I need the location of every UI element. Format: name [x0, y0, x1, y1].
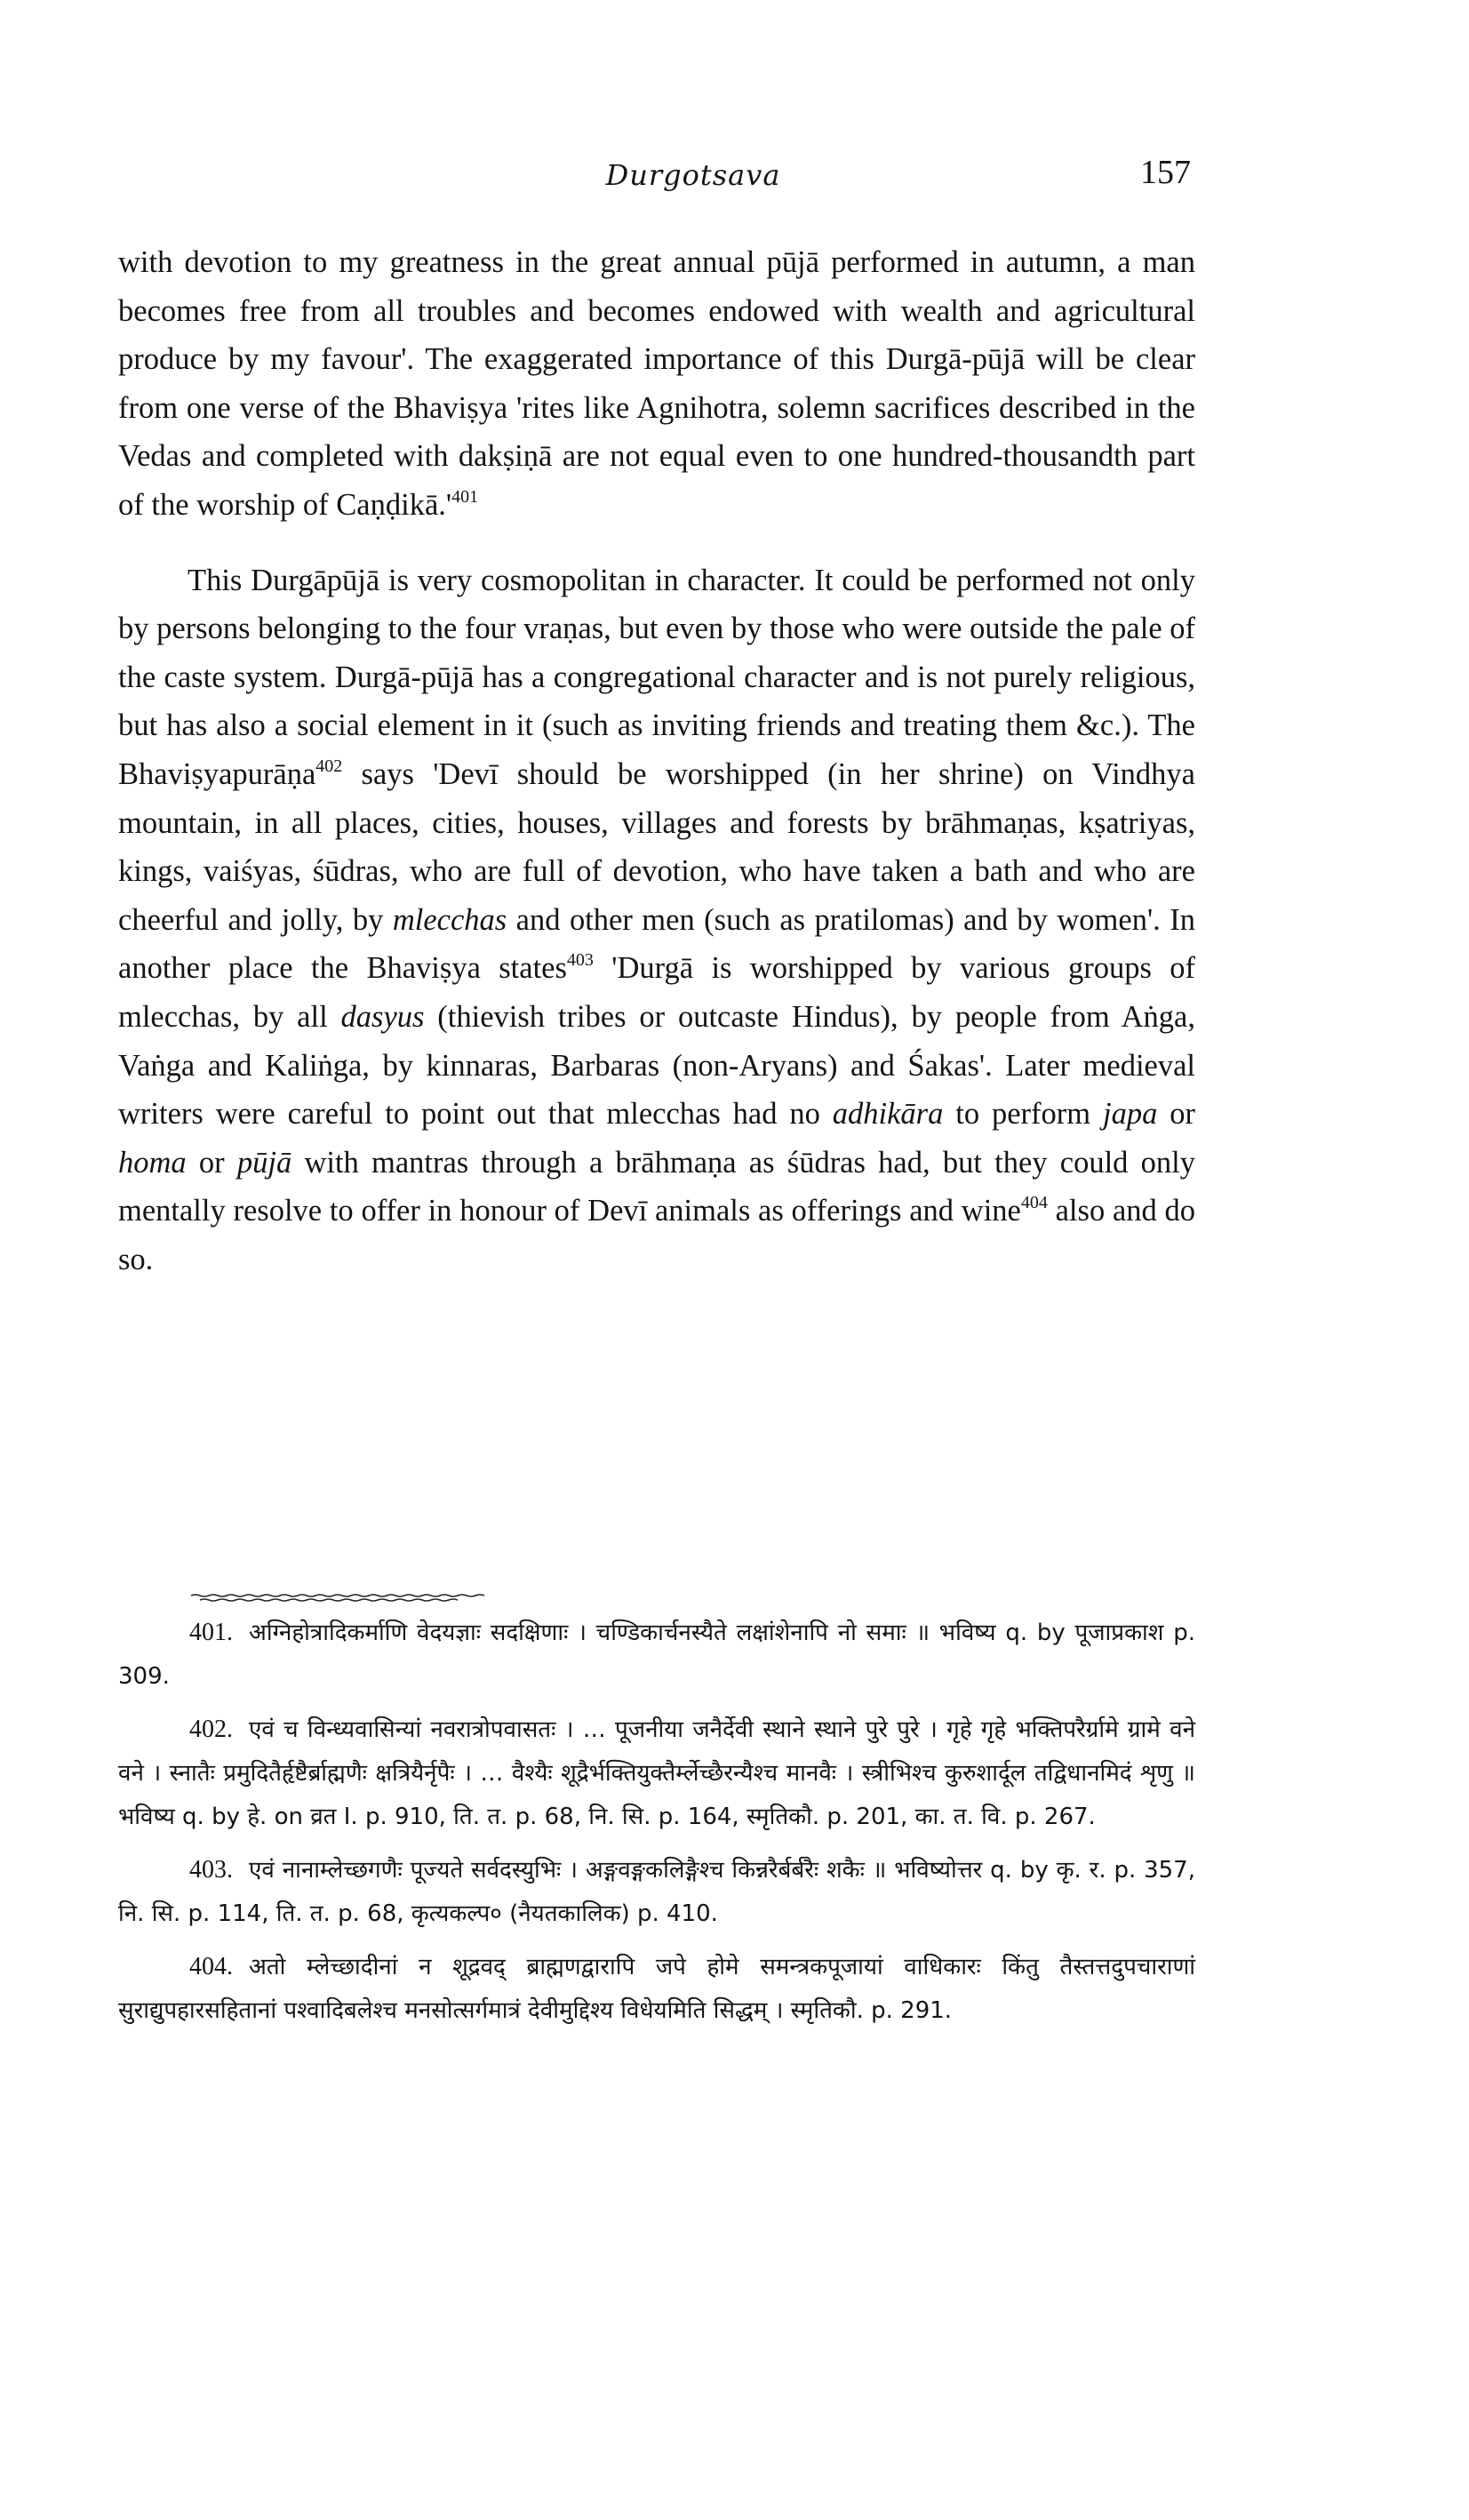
paragraph-text: 'Durgā is worshipped by various groups of mlecchas, by all: [118, 951, 1196, 1034]
paragraph-text: also and do so.: [118, 1194, 1196, 1276]
footnote-ref: 402: [315, 756, 343, 776]
footnote-403: [118, 1848, 1195, 1936]
footnote-number: 401.: [189, 1619, 233, 1646]
footnote-number: 404.: [189, 1953, 233, 1980]
footnote-ref: 401: [451, 486, 479, 507]
emphasis-term: mlecchas: [392, 902, 507, 937]
footnote-402: [118, 1708, 1195, 1839]
footnote-text: एवं नानाम्लेच्छगणैः पूज्यते सर्वदस्युभिः । अङ्गवङ्गकलिङ्गैश्च किन्नरैर्बर्बरैः शकैः ॥ भविष्योत्तर q. by कृ. र. p. 357, नि. सि. p. 114, ति. त. p. 68, कृत्यकल्प० (नैयतकालिक) p. 410.: [118, 1857, 1195, 1927]
footnote-ref: 403: [566, 950, 594, 971]
emphasis-term: pūjā: [236, 1145, 292, 1180]
paragraph-2: [118, 556, 1195, 1284]
paragraph-text: This Durgāpūjā is very cosmopolitan in character. It could be performed not only by persons belonging to the four vraṇas, but even by those who were outside the pale of the caste system. Durgā-pūjā has a congregational character and is not purely religious, but has also a social element in it (such as inviting friends and treating them &c.). The Bhaviṣyapurāṇa: [118, 563, 1195, 791]
footnote-text: अतो म्लेच्छादीनां न शूद्रवद् ब्राह्मणद्वारापि जपे होमे समन्त्रकपूजायां वाधिकारः किंतु तैस्तत्तदुपचाराणां सुराद्युपहारसहितानां पश्वादिबलेश्च मनसोत्सर्गमात्रं देवीमुद्दिश्य विधेयमिति सिद्धम् । स्मृतिकौ. p. 291.: [118, 1954, 1195, 2024]
emphasis-term: dasyus: [340, 999, 425, 1034]
body-text: [118, 238, 1195, 1284]
paragraph-text: and other men (such as pratilomas) and by women'. In another place the Bhaviṣya states: [118, 902, 1195, 986]
footnote-separator-rule: [191, 1593, 484, 1602]
paragraph-text: says 'Devī should be worshipped (in her shrine) on Vindhya mountain, in all places, cities, houses, villages and forests by brāhmaṇas, kṣatriyas, kings, vaiśyas, śūdras, who are full of devotion, who have taken a bath and who are cheerful and jolly, by: [118, 756, 1195, 937]
paragraph-text: or: [1157, 1097, 1195, 1132]
footnote-text: एवं च विन्ध्यवासिन्यां नवरात्रोपवासतः । … पूजनीया जनैर्देवी स्थाने स्थाने पुरे पुरे । गृहे गृहे भक्तिपरैर्ग्रामे ग्रामे वने वने । स्नातैः प्रमुदितैर्हृष्टैर्ब्राह्मणैः क्षत्रियैर्नृपैः । … वैश्यैः शूद्रैर्भक्तियुक्तैर्म्लेच्छैरन्यैश्च मानवैः । स्त्रीभिश्च कुरुशार्दूल तद्विधानमिदं शृणु ॥ भविष्य q. by हे. on व्रत I. p. 910, ति. त. p. 68, नि. सि. p. 164, स्मृतिकौ. p. 201, का. त. वि. p. 267.: [118, 1716, 1195, 1830]
paragraph-text: (thievish tribes or outcaste Hindus), by people from Aṅga, Vaṅga and Kaliṅga, by kinnaras, Barbaras (non-Aryans) and Śakas'. Later medieval writers were careful to point out that mlecchas had no: [118, 999, 1195, 1132]
footnote-number: 402.: [189, 1716, 233, 1743]
emphasis-term: adhikāra: [832, 1097, 944, 1132]
paragraph-text: with mantras through a brāhmaṇa as śūdras had, but they could only mentally resolve to offer in honour of Devī animals as offerings and wine: [118, 1145, 1195, 1228]
running-head: [124, 154, 1191, 203]
paragraph-text: to perform: [943, 1097, 1103, 1132]
paragraph-text: or: [186, 1145, 237, 1180]
emphasis-term: homa: [118, 1145, 187, 1180]
footnote-404: [118, 1945, 1195, 2033]
footnote-401: [118, 1611, 1195, 1699]
footnote-text: अग्निहोत्रादिकर्माणि वेदयज्ञाः सदक्षिणाः । चण्डिकार्चनस्यैते लक्षांशेनापि नो समाः ॥ भविष्य q. by पूजाप्रकाश p. 309.: [118, 1620, 1195, 1690]
emphasis-term: japa: [1103, 1097, 1158, 1132]
running-title: Durgotsava: [605, 158, 781, 192]
footnotes: [118, 1611, 1195, 2042]
paragraph-1: [118, 238, 1195, 530]
paragraph-text: with devotion to my greatness in the great annual pūjā performed in autumn, a man becomes free from all troubles and becomes endowed with wealth and agricultural produce by my favour'. The exaggerated importance of this Durgā-pūjā will be clear from one verse of the Bhaviṣya 'rites like Agnihotra, solemn sacrifices described in the Vedas and completed with dakṣiṇā are not equal even to one hundred-thousandth part of the worship of Caṇḍikā.': [118, 245, 1195, 522]
footnote-number: 403.: [189, 1856, 233, 1884]
page-number: 157: [1140, 154, 1191, 191]
footnote-ref: 404: [1020, 1193, 1048, 1213]
